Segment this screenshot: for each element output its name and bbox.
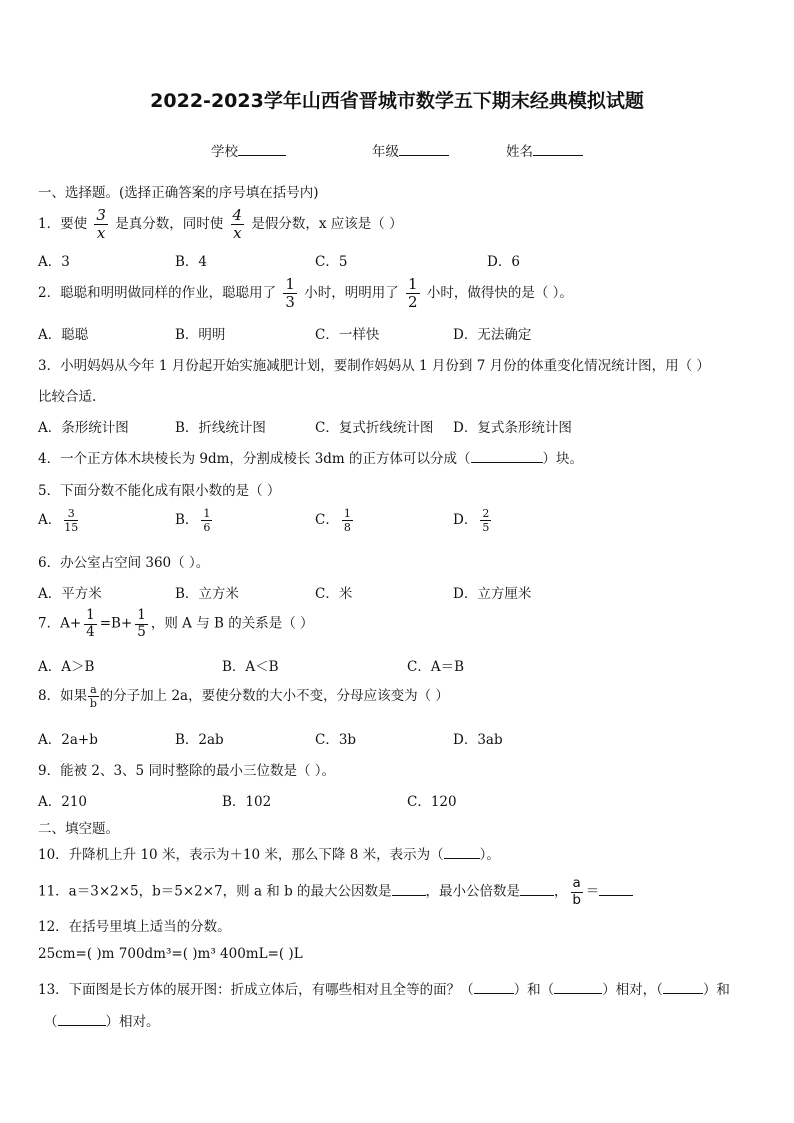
q1-option-a[interactable]: A．3 <box>38 254 70 270</box>
q2-option-a[interactable]: A．聪聪 <box>38 327 89 343</box>
q4-answer-blank[interactable] <box>471 448 543 463</box>
q13-blank-2[interactable] <box>554 979 602 994</box>
q2-suffix: 小时，做得快的是（ ）。 <box>426 285 573 301</box>
question-10 <box>38 843 500 863</box>
q1-suffix: 是假分数，x 应该是（ ） <box>251 216 403 232</box>
q4-suffix: ）块。 <box>542 451 584 467</box>
name-label: 姓名 <box>506 144 533 160</box>
q13-text: 13．下面图是长方体的展开图：折成立体后，有哪些相对且全等的面？（ <box>38 982 474 998</box>
q7-prefix: 7．A+ <box>38 615 82 632</box>
question-2 <box>38 277 573 310</box>
question-4 <box>38 447 583 467</box>
q2-option-c[interactable]: C．一样快 <box>315 327 380 343</box>
q5-option-a[interactable]: A． $\frac{3}{15}$ <box>38 507 79 534</box>
q1-option-d[interactable]: D．6 <box>487 254 520 270</box>
q1-mid: 是真分数，同时使 <box>115 216 224 232</box>
q5-c-fraction: $\frac{1}{8}$ <box>343 507 351 534</box>
q9-option-a[interactable]: A．210 <box>38 794 88 810</box>
q7-mid: =B+ <box>99 615 133 632</box>
question-8 <box>38 684 449 709</box>
q2-mid: 小时，明明用了 <box>304 285 399 301</box>
q11-lcm-blank[interactable] <box>520 881 554 896</box>
q3-option-a[interactable]: A．条形统计图 <box>38 420 129 436</box>
q11-ratio-blank[interactable] <box>599 881 633 896</box>
q2-option-b[interactable]: B．明明 <box>175 327 226 343</box>
name-field <box>506 140 583 160</box>
q9-option-b[interactable]: B．102 <box>222 794 272 810</box>
question-9: 9．能被 2、3、5 同时整除的最小三位数是（ ）。 <box>38 763 335 779</box>
q3-option-b[interactable]: B．折线统计图 <box>175 420 266 436</box>
q7-option-a[interactable]: A．A＞B <box>38 659 95 675</box>
q8-option-d[interactable]: D．3ab <box>453 732 503 748</box>
q7-option-b[interactable]: B．A＜B <box>222 659 279 675</box>
q7-option-c[interactable]: C．A＝B <box>407 659 464 675</box>
q2-prefix: 2．聪聪和明明做同样的作业，聪聪用了 <box>38 285 277 301</box>
q10-prefix: 10．升降机上升 10 米，表示为＋10 米，那么下降 8 米，表示为（ <box>38 847 444 863</box>
section-heading-choice: 一、选择题。(选择正确答案的序号填在括号内) <box>38 185 319 201</box>
q11-part-1: 11．a＝3×2×5，b＝5×2×7，则 a 和 b 的最大公因数是 <box>38 883 392 900</box>
q6-option-c[interactable]: C．米 <box>315 586 353 602</box>
question-12: 12．在括号里填上适当的分数。 <box>38 919 231 935</box>
q10-answer-blank[interactable] <box>444 844 480 859</box>
question-13-line-1: 13．下面图是长方体的展开图：折成立体后，有哪些相对且全等的面？（ ）和（ ）相对，（ ）和 <box>38 978 730 998</box>
q1-prefix: 1．要使 <box>38 216 88 232</box>
q3-option-d[interactable]: D．复式条形统计图 <box>453 420 572 436</box>
school-blank[interactable] <box>238 141 286 156</box>
q13-blank-3[interactable] <box>663 979 703 994</box>
q11-part-4: ＝ <box>585 883 600 900</box>
q7-fraction-1: $\frac{1}{4}$ <box>86 607 95 640</box>
q9-option-c[interactable]: C．120 <box>407 794 457 810</box>
question-7 <box>38 609 314 639</box>
question-5: 5．下面分数不能化成有限小数的是（ ） <box>38 483 281 499</box>
question-11 <box>38 877 633 907</box>
q13-blank-1[interactable] <box>474 979 514 994</box>
q4-prefix: 4．一个正方体木块棱长为 9dm，分割成棱长 3dm 的正方体可以分成（ <box>38 451 471 467</box>
question-1 <box>38 208 403 241</box>
q7-suffix: ，则 A 与 B 的关系是（ ） <box>150 615 314 632</box>
q8-prefix: 8．如果 <box>38 688 88 704</box>
q8-suffix: 的分子加上 2a，要使分数的大小不变，分母应该变为（ ） <box>99 688 449 704</box>
q2-option-d[interactable]: D．无法确定 <box>453 327 532 343</box>
name-blank[interactable] <box>533 141 583 156</box>
page-title: 2022-2023学年山西省晋城市数学五下期末经典模拟试题 <box>150 90 644 112</box>
q2-fraction-1: $\frac{1}{3}$ <box>285 275 295 311</box>
question-3-line-2: 比较合适. <box>38 389 97 405</box>
q5-d-fraction: $\frac{2}{5}$ <box>482 507 490 534</box>
q5-option-d[interactable]: D． $\frac{2}{5}$ <box>453 507 490 534</box>
q8-fraction: $\frac{a}{b}$ <box>89 683 97 710</box>
question-3-line-1: 3．小明妈妈从今年 1 月份起开始实施减肥计划，要制作妈妈从 1 月份到 7 月份的体重变化情况统计图，用（ ） <box>38 358 710 374</box>
q6-option-a[interactable]: A．平方米 <box>38 586 102 602</box>
q1-fraction-1: $\frac{3}{x}$ <box>96 206 106 242</box>
q8-option-c[interactable]: C．3b <box>315 732 357 748</box>
grade-label: 年级 <box>372 144 399 160</box>
school-label: 学校 <box>211 144 238 160</box>
q7-fraction-2: $\frac{1}{5}$ <box>137 607 146 640</box>
question-6: 6．办公室占空间 360（ ）。 <box>38 555 210 571</box>
section-heading-fill: 二、填空题。 <box>38 821 119 837</box>
q8-option-a[interactable]: A．2a+b <box>38 732 98 748</box>
q5-b-fraction: $\frac{1}{6}$ <box>203 507 211 534</box>
q2-fraction-2: $\frac{1}{2}$ <box>408 275 418 311</box>
q11-part-3: ， <box>554 883 568 900</box>
q11-fraction: $\frac{a}{b}$ <box>572 875 581 908</box>
grade-field <box>372 140 449 160</box>
q8-option-b[interactable]: B．2ab <box>175 732 224 748</box>
q5-a-fraction: $\frac{3}{15}$ <box>64 507 79 534</box>
question-13-line-2: （ ）相对。 <box>44 1010 160 1030</box>
q3-option-c[interactable]: C．复式折线统计图 <box>315 420 434 436</box>
q11-part-2: ，最小公倍数是 <box>425 883 521 900</box>
q6-option-d[interactable]: D．立方厘米 <box>453 586 532 602</box>
q13-blank-4[interactable] <box>58 1011 106 1026</box>
q5-option-b[interactable]: B． $\frac{1}{6}$ <box>175 507 211 534</box>
q1-option-c[interactable]: C．5 <box>315 254 348 270</box>
q6-option-b[interactable]: B．立方米 <box>175 586 239 602</box>
q1-option-b[interactable]: B．4 <box>175 254 208 270</box>
q12-conversions: 25cm=( )m 700dm³=( )m³ 400mL=( )L <box>38 946 303 962</box>
grade-blank[interactable] <box>399 141 449 156</box>
q1-fraction-2: $\frac{4}{x}$ <box>232 206 243 242</box>
q5-option-c[interactable]: C． $\frac{1}{8}$ <box>315 507 351 534</box>
q10-suffix: ）。 <box>479 847 500 863</box>
q11-gcd-blank[interactable] <box>392 881 426 896</box>
school-field <box>211 140 286 160</box>
